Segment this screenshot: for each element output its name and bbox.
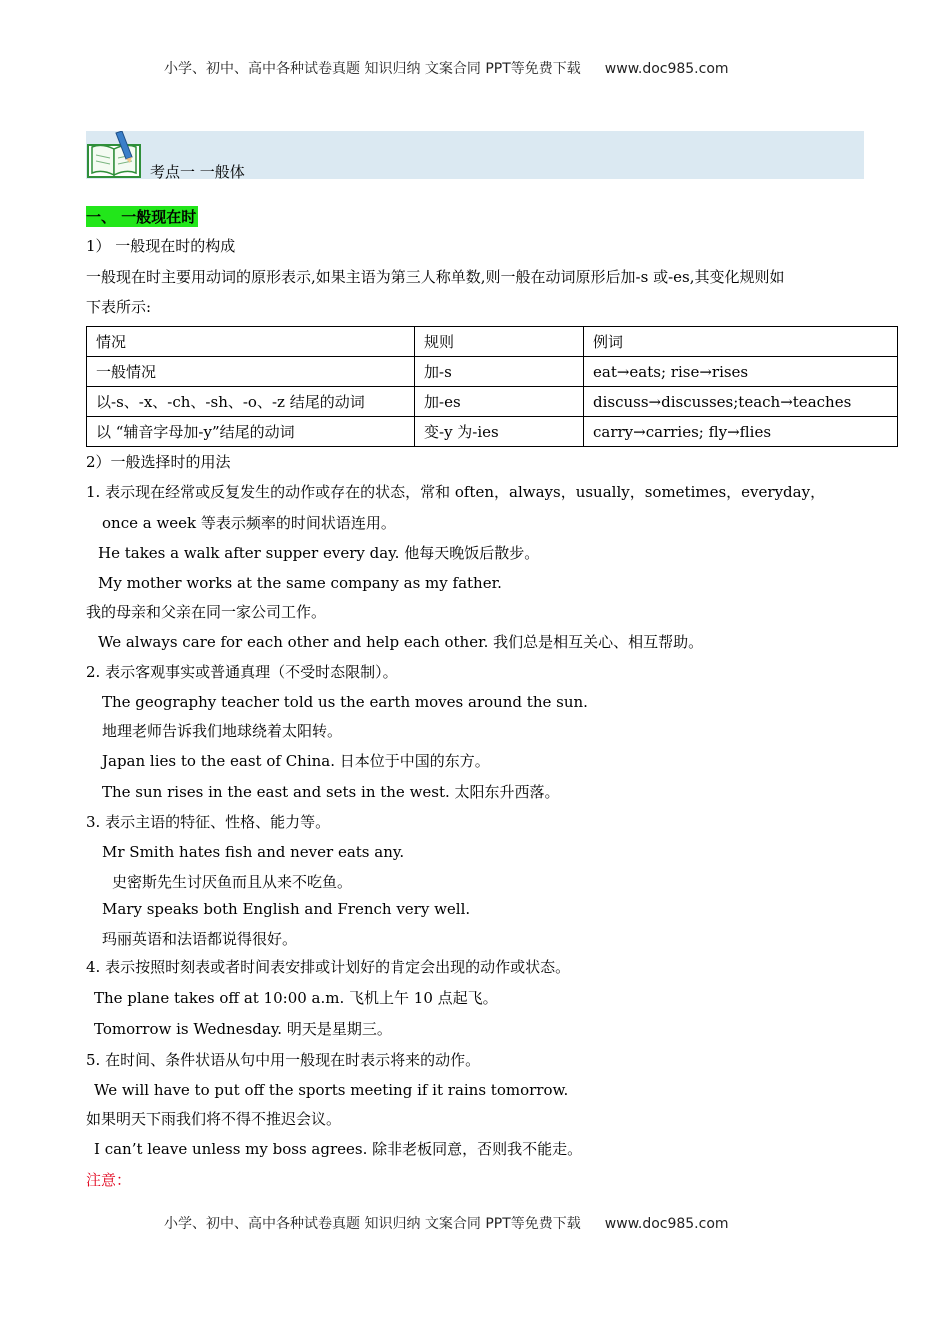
body-line: Japan lies to the east of China. 日本位于中国的东方。 xyxy=(102,752,490,770)
body-line: Mary speaks both English and French very well. xyxy=(102,900,471,918)
body-line: The geography teacher told us the earth moves around the sun. xyxy=(102,693,588,711)
table-row xyxy=(87,387,898,417)
body-line: 5. 在时间、条件状语从句中用一般现在时表示将来的动作。 xyxy=(86,1051,481,1069)
page-header xyxy=(164,58,729,78)
body-line: 如果明天下雨我们将不得不推迟会议。 xyxy=(86,1110,342,1128)
intro-line: 下表所示: xyxy=(86,298,152,316)
table-row xyxy=(87,357,898,387)
body-line: 3. 表示主语的特征、性格、能力等。 xyxy=(86,813,331,831)
topic-title: 考点一 一般体 xyxy=(150,163,245,181)
section-title: 一、 一般现在时 xyxy=(86,208,197,226)
table-cell: discuss→discusses;teach→teaches xyxy=(584,387,898,417)
subheading-usage: 2）一般选择时的用法 xyxy=(86,453,231,471)
body-line: 史密斯先生讨厌鱼而且从来不吃鱼。 xyxy=(112,873,353,891)
page-footer xyxy=(164,1213,729,1233)
body-line: I can’t leave unless my boss agrees. 除非老板同意，否则我不能走。 xyxy=(94,1140,583,1158)
body-line: We will have to put off the sports meeting if it rains tomorrow. xyxy=(94,1081,569,1099)
body-line: The plane takes off at 10:00 a.m. 飞机上午 10 点起飞。 xyxy=(94,989,498,1007)
table-cell: 以-s、-x、-ch、-sh、-o、-z 结尾的动词 xyxy=(87,387,415,417)
body-line: We always care for each other and help each other. 我们总是相互关心、相互帮助。 xyxy=(98,633,704,651)
body-line: 我的母亲和父亲在同一家公司工作。 xyxy=(86,603,327,621)
body-line: The sun rises in the east and sets in the west. 太阳东升西落。 xyxy=(102,783,560,801)
table-header-cell: 规则 xyxy=(415,327,584,357)
table-row xyxy=(87,417,898,447)
table-cell: eat→eats; rise→rises xyxy=(584,357,898,387)
table-cell: 变-y 为-ies xyxy=(415,417,584,447)
table-header-cell: 例词 xyxy=(584,327,898,357)
table-header-cell: 情况 xyxy=(87,327,415,357)
body-line: 2. 表示客观事实或普通真理（不受时态限制）。 xyxy=(86,663,398,681)
header-text: 小学、初中、高中各种试卷真题 知识归纳 文案合同 PPT等免费下载 xyxy=(164,61,581,77)
topic-banner xyxy=(86,131,864,179)
body-line: 玛丽英语和法语都说得很好。 xyxy=(102,930,298,948)
table-cell: 加-s xyxy=(415,357,584,387)
table-cell: carry→carries; fly→flies xyxy=(584,417,898,447)
body-line: 地理老师告诉我们地球绕着太阳转。 xyxy=(102,722,343,740)
subheading-formation: 1） 一般现在时的构成 xyxy=(86,237,236,255)
body-line: Mr Smith hates fish and never eats any. xyxy=(102,843,405,861)
table-cell: 一般情况 xyxy=(87,357,415,387)
body-line: Tomorrow is Wednesday. 明天是星期三。 xyxy=(94,1020,392,1038)
book-pencil-icon xyxy=(86,131,146,179)
rules-table xyxy=(86,326,898,447)
body-line: 1. 表示现在经常或反复发生的动作或存在的状态，常和 often，always，usually，sometimes，everyday， xyxy=(86,483,826,501)
body-line: 4. 表示按照时刻表或者时间表安排或计划好的肯定会出现的动作或状态。 xyxy=(86,958,571,976)
footer-url[interactable]: www.doc985.com xyxy=(604,1216,729,1232)
body-line: once a week 等表示频率的时间状语连用。 xyxy=(102,514,396,532)
note-label: 注意： xyxy=(86,1171,132,1189)
table-header-row xyxy=(87,327,898,357)
body-line: My mother works at the same company as my father. xyxy=(98,574,502,592)
table-cell: 加-es xyxy=(415,387,584,417)
body-line: He takes a walk after supper every day. 他每天晚饭后散步。 xyxy=(98,544,540,562)
header-url[interactable]: www.doc985.com xyxy=(604,61,729,77)
intro-line: 一般现在时主要用动词的原形表示,如果主语为第三人称单数,则一般在动词原形后加-s 或-es,其变化规则如 xyxy=(86,268,785,286)
footer-text: 小学、初中、高中各种试卷真题 知识归纳 文案合同 PPT等免费下载 xyxy=(164,1216,581,1232)
table-cell: 以 “辅音字母加-y”结尾的动词 xyxy=(87,417,415,447)
